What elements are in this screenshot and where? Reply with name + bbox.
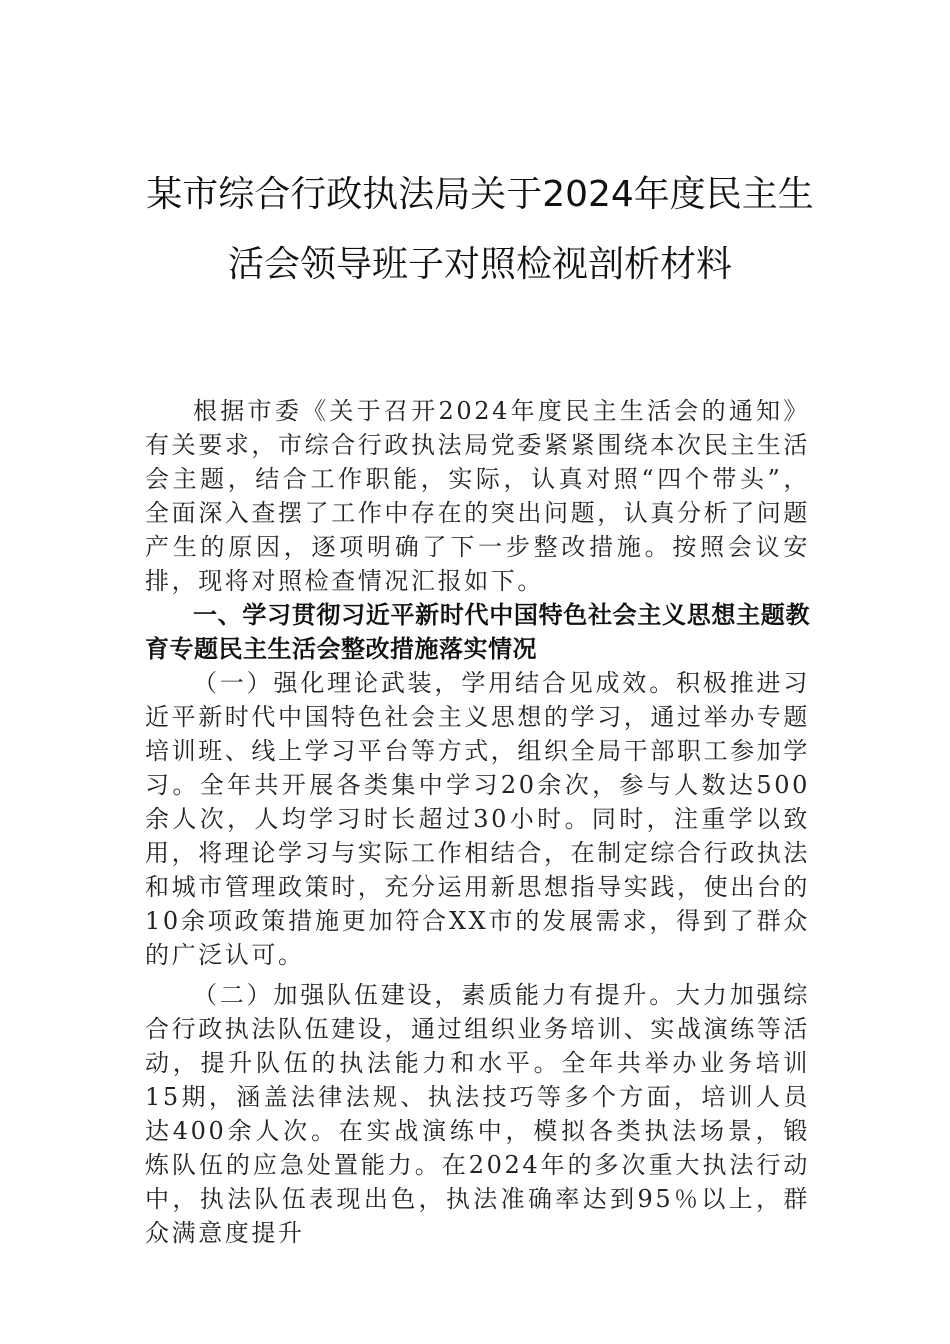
title-line-1: 某市综合行政执法局关于2024年度民主生 — [146, 174, 814, 215]
subsection-paragraph-1: （一）强化理论武装，学用结合见成效。积极推进习近平新时代中国特色社会主义思想的学习，通过举办专题培训班、线上学习平台等方式，组织全局干部职工参加学习。全年共开展各类集中学习20余次，参与人数达500余人次，人均学习时长超过30小时。同时，注重学以致用，将理论学习与实际工作相结合，在制定综合行政执法和城市管理政策时，充分运用新思想指导实践，使出台的10余项政策措施更加符合XX市的发展需求，得到了群众的广泛认可。 — [145, 669, 810, 969]
subsection-paragraph-2: （二）加强队伍建设，素质能力有提升。大力加强综合行政执法队伍建设，通过组织业务培训、实战演练等活动，提升队伍的执法能力和水平。全年共举办业务培训15期，涵盖法律法规、执法技巧等多个方面，培训人员达400余人次。在实战演练中，模拟各类执法场景，锻炼队伍的应急处置能力。在2024年的多次重大执法行动中，执法队伍表现出色，执法准确率达到95％以上，群众满意度提升 — [145, 981, 810, 1247]
title-line-2: 活会领导班子对照检视剖析材料 — [227, 244, 732, 285]
document-title — [140, 160, 820, 300]
intro-paragraph: 根据市委《关于召开2024年度民主生活会的通知》有关要求，市综合行政执法局党委紧紧围绕本次民主生活会主题，结合工作职能，实际，认真对照“四个带头”，全面深入查摆了工作中存在的突出问题，认真分析了问题产生的原因，逐项明确了下一步整改措施。按照会议安排，现将对照检查情况汇报如下。 — [145, 397, 810, 595]
document-body — [145, 394, 810, 1250]
section-heading-1: 一、学习贯彻习近平新时代中国特色社会主义思想主题教育专题民主生活会整改措施落实情况 — [145, 601, 810, 663]
